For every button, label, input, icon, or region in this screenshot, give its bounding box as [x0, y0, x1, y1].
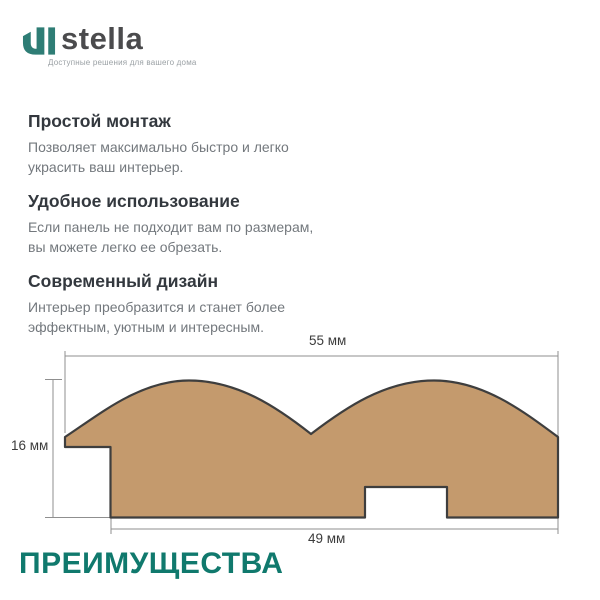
- feature-title: Удобное использование: [28, 191, 240, 212]
- brand-name: stella: [61, 21, 144, 56]
- panel-profile-shape: [65, 381, 558, 518]
- feature-description-line: эффектным, уютным и интересным.: [28, 319, 264, 336]
- brand-tagline: Доступные решения для вашего дома: [48, 58, 197, 67]
- dimension-label-bottom-width: 49 мм: [308, 531, 346, 546]
- feature-description-line: украсить ваш интерьер.: [28, 159, 184, 176]
- feature-description-line: вы можете легко ее обрезать.: [28, 239, 223, 256]
- advantages-heading: ПРЕИМУЩЕСТВА: [19, 547, 284, 580]
- feature-description-line: Интерьер преобразится и станет более: [28, 299, 286, 316]
- feature-title: Простой монтаж: [28, 111, 171, 131]
- dimension-label-top-width: 55 мм: [309, 333, 347, 348]
- feature-description-line: Позволяет максимально быстро и легко: [28, 139, 289, 156]
- dimension-label-height: 16 мм: [11, 438, 49, 453]
- feature-description-line: Если панель не подходит вам по размерам,: [28, 219, 314, 236]
- feature-title: Современный дизайн: [28, 271, 219, 292]
